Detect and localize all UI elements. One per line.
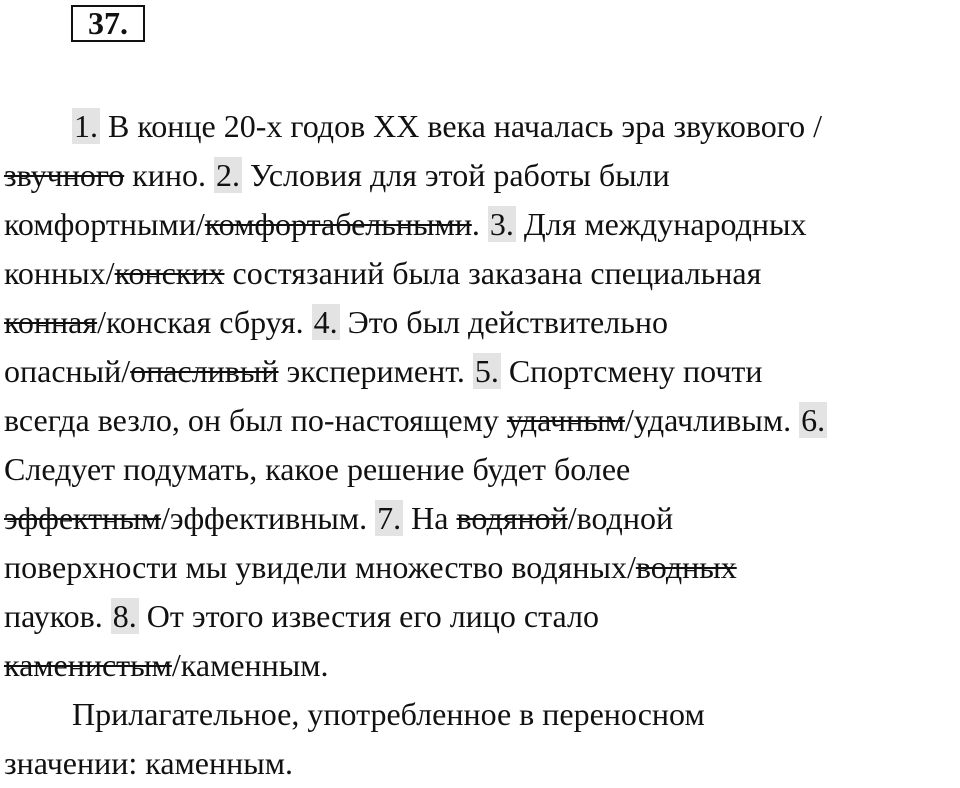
text-segment: комфортными/ (4, 206, 205, 242)
text-line-2 (4, 151, 960, 200)
text-segment: От этого известия его лицо стало (138, 598, 599, 634)
text-line-3 (4, 200, 960, 249)
text-segment: /конская сбруя. (97, 304, 312, 340)
sentence-number-6: 6. (801, 402, 826, 438)
struck-word: звучного (4, 157, 125, 193)
text-segment: /эффективным. (161, 500, 376, 536)
sentence-number-5: 5. (474, 353, 499, 389)
struck-word: опасливый (130, 353, 279, 389)
text-line-13 (4, 690, 960, 739)
text-line-8 (4, 445, 960, 494)
sentence-number-7: 7. (377, 500, 402, 536)
text-line-4 (4, 249, 960, 298)
text-segment: Следует подумать, какое решение будет более (4, 451, 631, 487)
struck-word: эффектным (4, 500, 162, 536)
text-segment: поверхности мы увидели множество водяных/ (4, 549, 636, 585)
text-segment: состязаний была заказана специальная (224, 255, 762, 291)
text-segment: . (471, 206, 488, 242)
sentence-number-8: 8. (112, 598, 137, 634)
text-segment: кино. (124, 157, 214, 193)
text-segment: Условия для этой работы были (242, 157, 670, 193)
text-line-5 (4, 298, 960, 347)
text-line-12 (4, 641, 960, 690)
text-line-9 (4, 494, 960, 543)
struck-word: удачным (506, 402, 625, 438)
text-line-1 (4, 102, 960, 151)
answer-text: Прилагательное, употребленное в переносном (72, 696, 705, 732)
exercise-text (4, 102, 960, 788)
text-segment: /водной (567, 500, 674, 536)
sentence-number-1: 1. (74, 108, 98, 144)
text-segment: опасный/ (4, 353, 131, 389)
struck-word: каменистым (4, 647, 172, 683)
sentence-number-2: 2. (216, 157, 240, 193)
sentence-number-3: 3. (489, 206, 514, 242)
text-segment: /удачливым. (624, 402, 800, 438)
text-segment: Для международных (515, 206, 807, 242)
text-line-14 (4, 739, 960, 788)
struck-word: комфортабельными (204, 206, 472, 242)
text-segment: эксперимент. (278, 353, 473, 389)
text-segment: конных/ (4, 255, 115, 291)
text-segment: Это был действительно (339, 304, 668, 340)
text-segment: /каменным. (171, 647, 329, 683)
struck-word: конная (4, 304, 98, 340)
text-segment: В конце 20-х годов XX века началась эра звукового / (100, 108, 822, 144)
text-segment: пауков. (4, 598, 111, 634)
text-line-11 (4, 592, 960, 641)
struck-word: водных (635, 549, 737, 585)
struck-word: водяной (456, 500, 568, 536)
struck-word: конских (114, 255, 225, 291)
text-segment: На (403, 500, 457, 536)
text-line-10 (4, 543, 960, 592)
answer-text: значении: каменным. (4, 745, 293, 781)
text-segment: Спортсмену почти (500, 353, 763, 389)
exercise-number: 37. (71, 5, 145, 42)
text-line-7 (4, 396, 960, 445)
sentence-number-4: 4. (313, 304, 338, 340)
text-line-6 (4, 347, 960, 396)
text-segment: всегда везло, он был по-настоящему (4, 402, 507, 438)
